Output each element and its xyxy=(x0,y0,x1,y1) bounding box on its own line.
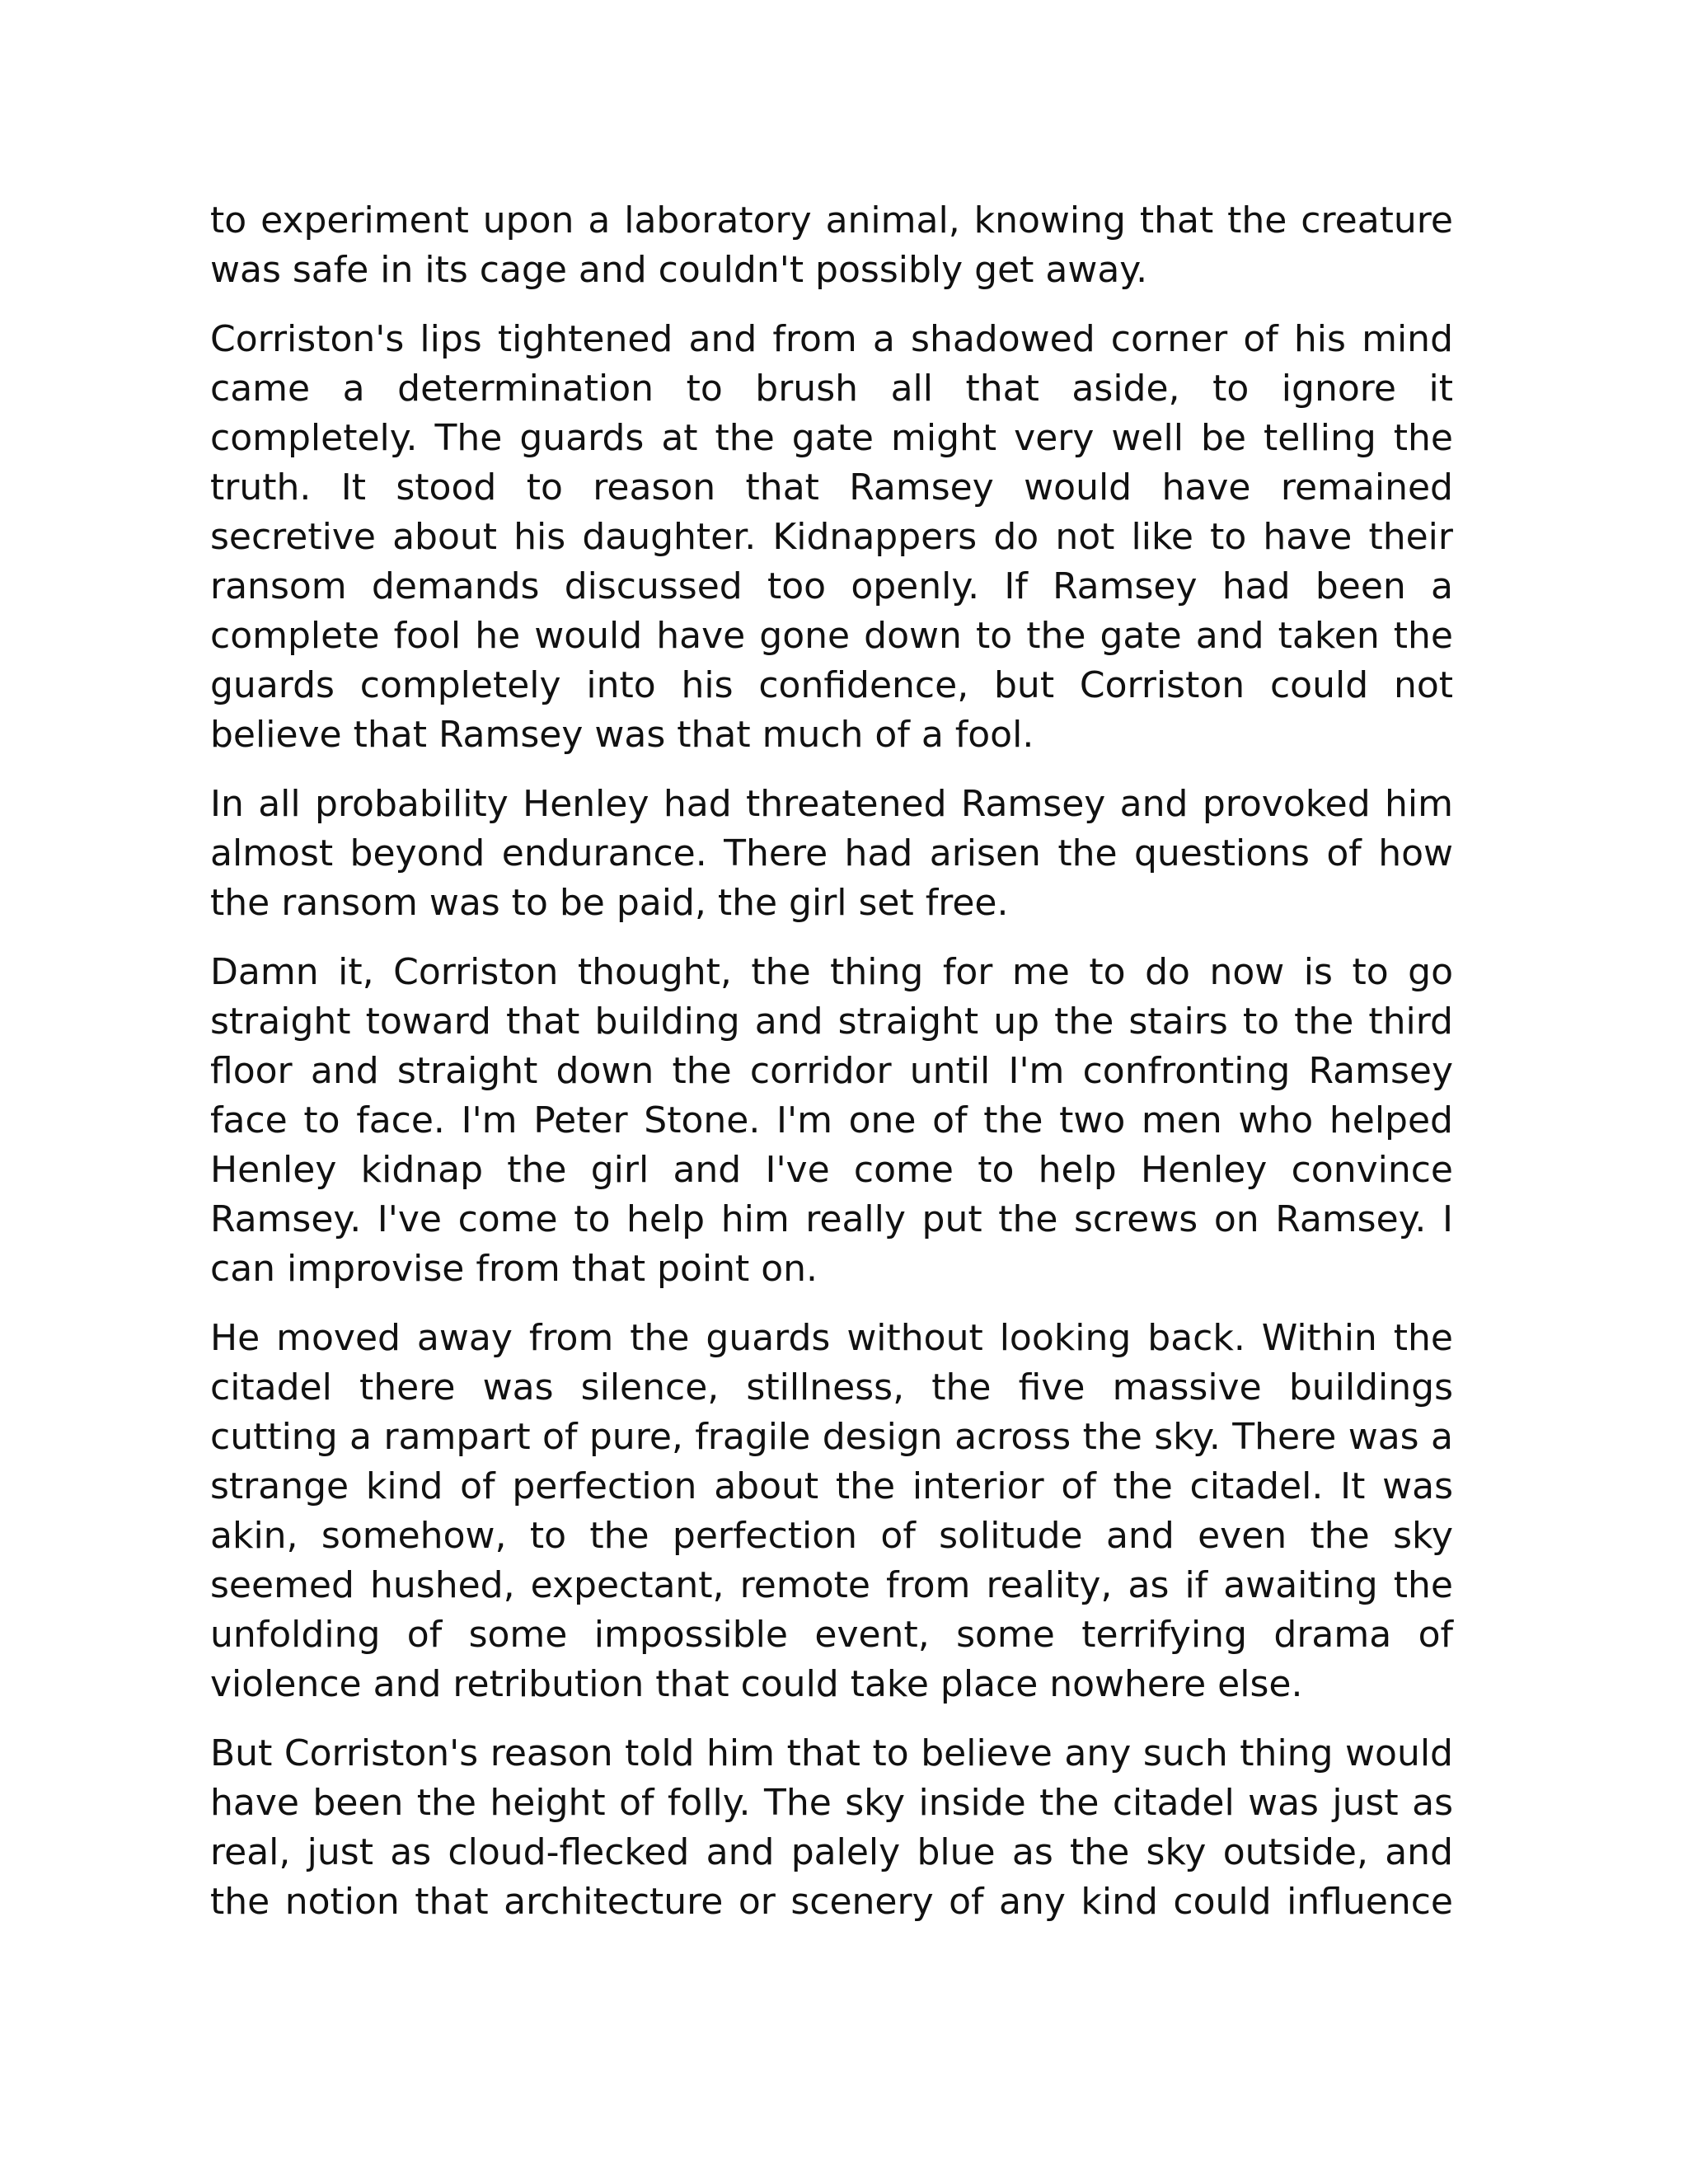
body-text xyxy=(210,196,1453,1947)
paragraph-4: Damn it, Corriston thought, the thing for me to do now is to go straight toward that building and straight up the stairs to the third floor and straight down the corridor until I'm confronting Ramsey face to face. I'm Peter Stone. I'm one of the two men who helped Henley kidnap the girl and I've come to help Henley convince Ramsey. I've come to help him really put the screws on Ramsey. I can improvise from that point on. xyxy=(210,951,1453,1290)
paragraph-2: Corriston's lips tightened and from a shadowed corner of his mind came a determination to brush all that aside, to ignore it completely. The guards at the gate might very well be telling the truth. It stood to reason that Ramsey would have remained secretive about his daughter. Kidnappers do not like to have their ransom demands discussed too openly. If Ramsey had been a complete fool he would have gone down to the gate and taken the guards completely into his confidence, but Corriston could not believe that Ramsey was that much of a fool. xyxy=(210,318,1453,756)
paragraph-3: In all probability Henley had threatened Ramsey and provoked him almost beyond endurance. There had arisen the questions of how the ransom was to be paid, the girl set free. xyxy=(210,783,1453,924)
paragraph-6: But Corriston's reason told him that to believe any such thing would have been the height of folly. The sky inside the citadel was just as real, just as cloud-flecked and palely blue as the sky outside, and the notion that architecture or scenery of any kind could influence xyxy=(210,1732,1453,1923)
paragraph-1: to experiment upon a laboratory animal, knowing that the creature was safe in its cage and couldn't possibly get away. xyxy=(210,199,1453,291)
paragraph-5: He moved away from the guards without looking back. Within the citadel there was silence, stillness, the five massive buildings cutting a rampart of pure, fragile design across the sky. There was a strange kind of perfection about the interior of the citadel. It was akin, somehow, to the perfection of solitude and even the sky seemed hushed, expectant, remote from reality, as if awaiting the unfolding of some impossible event, some terrifying drama of violence and retribution that could take place nowhere else. xyxy=(210,1317,1453,1705)
